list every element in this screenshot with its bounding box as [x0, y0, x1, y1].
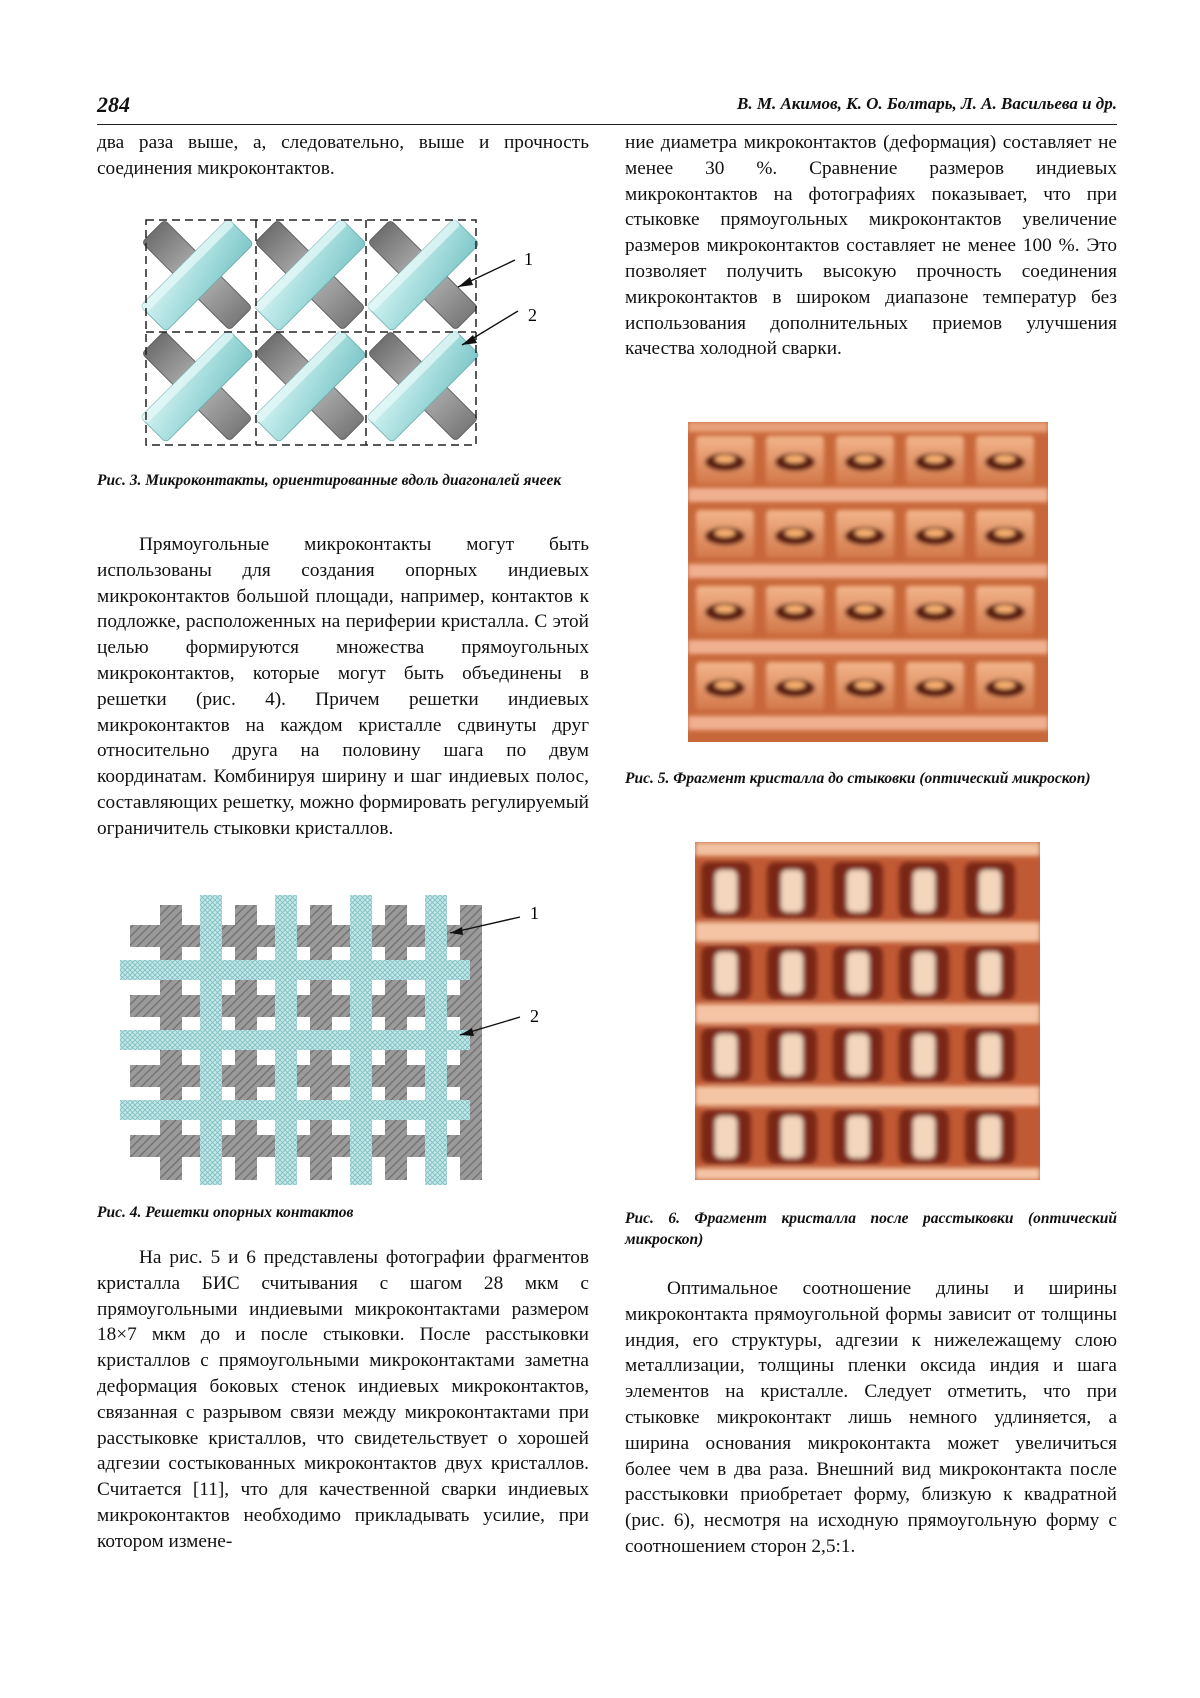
figure-6-caption: Рис. 6. Фрагмент кристалла после расстыковки (оптический микроскоп)	[625, 1210, 1117, 1248]
left-paragraph-3: На рис. 5 и 6 представлены фотографии фрагментов кристалла БИС считывания с шагом 28 мкм с прямоугольными индиевыми микроконтактами размером 18×7 мкм до и после стыковки. После расстыковки кристаллов с прямоугольными микроконтактами заметна деформация боковых стенок индиевых микроконтактов, связанная с разрывом связи между микроконтактами при расстыковке кристаллов, что свидетельствует о хорошей адгезии состыкованных микроконтактов двух кристаллов. Считается [11], что для качественной сварки индиевых микроконтактов необходимо прикладывать усилие, при котором измене-	[97, 1247, 589, 1552]
figure-3-diagram	[140, 215, 560, 450]
fig4-label-2: 2	[530, 1006, 539, 1026]
running-header	[97, 92, 1117, 118]
fig3-label-1: 1	[524, 249, 533, 269]
fig3-label-2: 2	[528, 305, 537, 325]
figure-5-photo	[688, 422, 1048, 742]
running-authors: В. М. Акимов, К. О. Болтарь, Л. А. Васильева и др.	[736, 94, 1117, 113]
figure-6-photo	[695, 842, 1040, 1180]
contact-grid	[140, 218, 479, 442]
page-number: 284	[97, 92, 130, 117]
left-paragraph-1: два раза выше, а, следовательно, выше и прочность соединения микроконтактов.	[97, 132, 589, 179]
header-rule	[97, 124, 1117, 125]
figure-4-caption: Рис. 4. Решетки опорных контактов	[97, 1204, 354, 1221]
figure-4-diagram	[120, 895, 590, 1185]
right-paragraph-1: ние диаметра микроконтактов (деформация) составляет не менее 30 %. Сравнение размеров индиевых микроконтактов на фотографиях показывает, что при стыковке прямоугольных микроконтактов увеличение размеров микроконтактов составляет не менее 100 %. Это позволяет получить высокую прочность соединения микроконтактов в широком диапазоне температур без использования дополнительных приемов улучшения качества холодной сварки.	[625, 132, 1117, 360]
left-paragraph-2: Прямоугольные микроконтакты могут быть использованы для создания опорных индиевых микроконтактов большой площади, например, контактов к подложке, расположенных на периферии кристалла. С этой целью формируются множества прямоугольных микроконтактов, которые могут быть объединены в решетки (рис. 4). Причем решетки индиевых микроконтактов на каждом кристалле сдвинуты друг относительно друга на половину шага по двум координатам. Комбинируя ширину и шаг индиевых полос, составляющих решетку, можно формировать регулируемый ограничитель стыковки кристаллов.	[97, 534, 589, 839]
figure-3-caption: Рис. 3. Микроконтакты, ориентированные вдоль диагоналей ячеек	[97, 472, 562, 489]
right-paragraph-2: Оптимальное соотношение длины и ширины микроконтакта прямоугольной формы зависит от толщины индия, его структуры, адгезии к нижележащему слою металлизации, толщины пленки оксида индия и шага элементов на кристалле. Следует отметить, что при стыковке микроконтакт лишь немного удлиняется, а ширина основания микроконтакта может увеличиться более чем в два раза. Внешний вид микроконтакта после расстыковки приобретает форму, близкую к квадратной (рис. 6), несмотря на исходную прямоугольную форму с соотношением сторон 2,5:1.	[625, 1278, 1117, 1557]
fig4-label-1: 1	[530, 903, 539, 923]
figure-5-caption: Рис. 5. Фрагмент кристалла до стыковки (оптический микроскоп)	[625, 770, 1091, 787]
